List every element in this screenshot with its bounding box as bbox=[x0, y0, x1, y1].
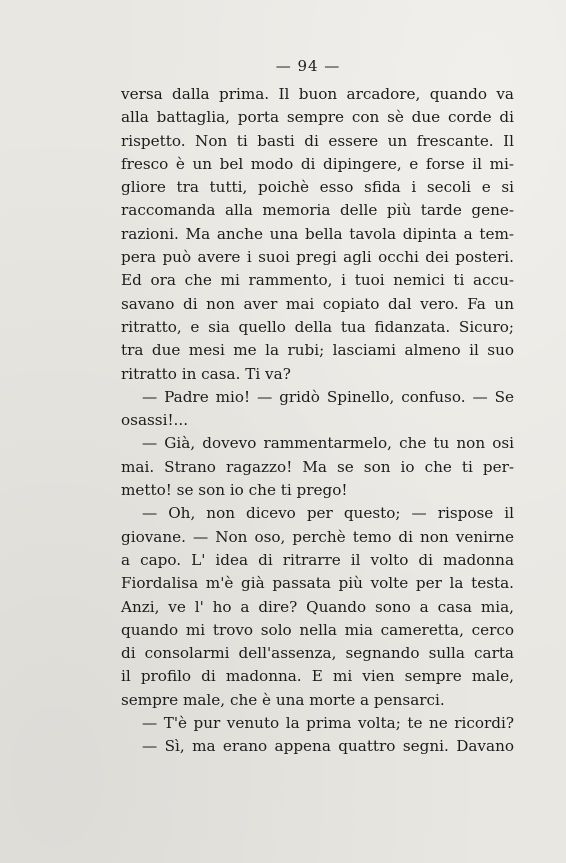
text-line: quando mi trovo solo nella mia cameretta, cerco bbox=[121, 620, 514, 639]
body-text bbox=[121, 83, 514, 759]
text-line: osassi!... bbox=[121, 411, 189, 430]
text-line: ritratto, e sia quello della tua fidanzata. Sicuro; bbox=[121, 317, 514, 336]
text-line: a capo. L' idea di ritrarre il volto di madonna bbox=[121, 550, 514, 569]
text-line: savano di non aver mai copiato dal vero. Fa un bbox=[121, 294, 514, 313]
text-line: mai. Strano ragazzo! Ma se son io che ti per- bbox=[121, 457, 514, 476]
page-number: — 94 — bbox=[275, 57, 341, 75]
text-line: Fiordalisa m'è già passata più volte per la testa. bbox=[121, 574, 514, 593]
text-line: raccomanda alla memoria delle più tarde gene- bbox=[121, 201, 514, 220]
text-line: razioni. Ma anche una bella tavola dipinta a tem- bbox=[121, 224, 514, 243]
text-line: pera può avere i suoi pregi agli occhi dei posteri. bbox=[121, 248, 514, 267]
text-line: gliore tra tutti, poichè esso sfida i secoli e si bbox=[121, 178, 514, 197]
text-line: versa dalla prima. Il buon arcadore, quando va bbox=[121, 85, 514, 103]
text-line: Anzi, ve l' ho a dire? Quando sono a casa mia, bbox=[121, 597, 514, 616]
text-line: sempre male, che è una morte a pensarci. bbox=[121, 690, 445, 709]
text-line: — Oh, non dicevo per questo; — rispose il bbox=[142, 504, 514, 523]
text-line: tra due mesi me la rubi; lasciami almeno il suo bbox=[121, 341, 514, 360]
text-line: — Sì, ma erano appena quattro segni. Davano bbox=[142, 737, 514, 756]
text-line: ritratto in casa. Ti va? bbox=[121, 364, 291, 383]
text-line: metto! se son io che ti prego! bbox=[121, 481, 348, 500]
text-line: giovane. — Non oso, perchè temo di non venirne bbox=[121, 527, 514, 546]
text-line: Ed ora che mi rammento, i tuoi nemici ti accu- bbox=[121, 271, 514, 290]
text-line: — T'è pur venuto la prima volta; te ne ricordi? bbox=[142, 714, 514, 733]
text-line: — Già, dovevo rammentarmelo, che tu non osi bbox=[142, 434, 514, 453]
text-line: alla battaglia, porta sempre con sè due corde di bbox=[121, 108, 514, 127]
text-line: — Padre mio! — gridò Spinello, confuso. — Se bbox=[142, 387, 514, 406]
text-line: di consolarmi dell'assenza, segnando sulla carta bbox=[121, 644, 514, 663]
text-line: il profilo di madonna. E mi vien sempre male, bbox=[121, 667, 514, 686]
text-line: rispetto. Non ti basti di essere un frescante. Il bbox=[121, 131, 514, 150]
text-line: fresco è un bel modo di dipingere, e forse il mi- bbox=[121, 154, 514, 173]
